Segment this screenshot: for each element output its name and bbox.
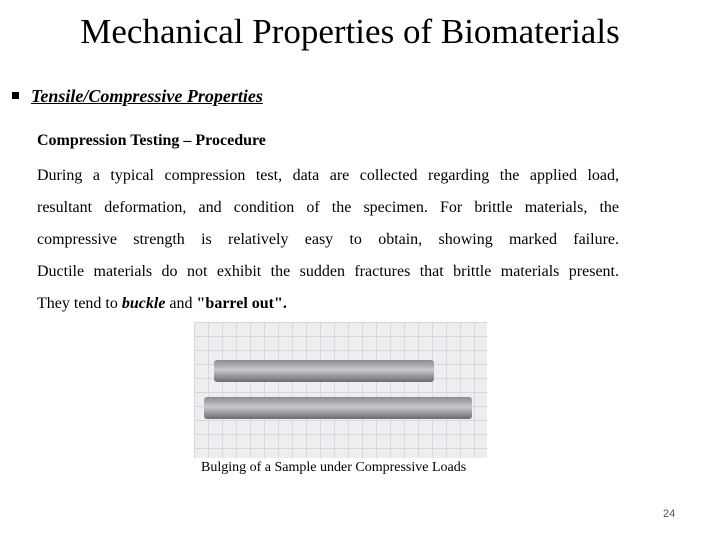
emphasis-buckle: buckle: [121, 295, 166, 312]
bullet-text: Tensile/Compressive Properties: [31, 86, 263, 106]
specimen-photo: [194, 322, 487, 458]
text: and: [165, 295, 197, 312]
bulged-specimen: [214, 360, 434, 382]
untested-specimen: [204, 397, 472, 419]
body-paragraph: [37, 160, 619, 320]
text: .: [282, 295, 287, 312]
body-line: resultant deformation, and condition of the specimen. For brittle materials, the: [37, 199, 619, 216]
body-line: [37, 288, 619, 320]
photo-caption: Bulging of a Sample under Compressive Loads: [201, 460, 467, 475]
emphasis-barrel-out: "barrel out": [196, 295, 283, 312]
square-bullet-icon: [12, 92, 19, 99]
page-number: 24: [663, 508, 676, 520]
body-line: During a typical compression test, data are collected regarding the applied load,: [37, 167, 619, 184]
slide-title: Mechanical Properties of Biomaterials: [80, 12, 620, 51]
text: They tend to: [37, 295, 122, 312]
body-line: compressive strength is relatively easy to obtain, showing marked failure.: [37, 231, 619, 248]
body-line: Ductile materials do not exhibit the sudden fractures that brittle materials present.: [37, 263, 619, 280]
bullet-heading: [12, 86, 263, 107]
subheading: Compression Testing – Procedure: [37, 132, 266, 149]
